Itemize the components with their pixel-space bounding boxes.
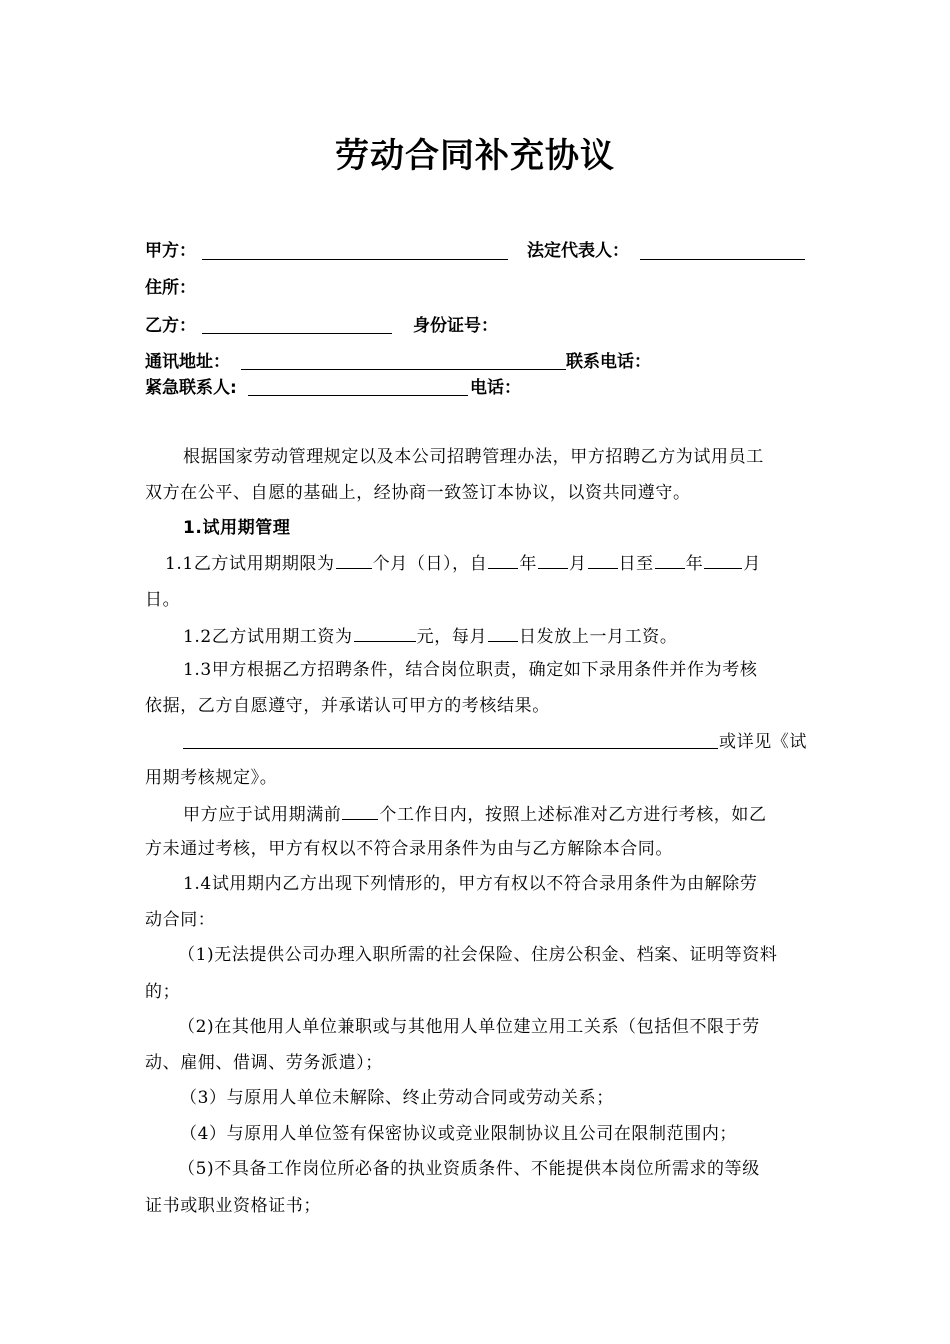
item-2-line-2: 动、雇佣、借调、劳务派遣）；: [145, 1053, 383, 1073]
item-5-line-1: （5)不具备工作岗位所必备的执业资质条件、不能提供本岗位所需求的等级: [178, 1159, 760, 1179]
assessment-text-b: 个工作日内，按照上述标准对乙方进行考核，如乙: [379, 805, 767, 825]
clause-1-2-text-b: 元，每月: [416, 627, 488, 647]
mail-address-label: 通讯地址：: [145, 352, 230, 372]
item-4: （4）与原用人单位签有保密协议或竞业限制协议且公司在限制范围内；: [180, 1124, 738, 1144]
party-b-label: 乙方：: [145, 316, 196, 336]
contact-phone-label: 联系电话：: [566, 352, 651, 372]
phone-label: 电话：: [470, 378, 521, 398]
clause-1-2-text-c: 日发放上一月工资。: [519, 627, 678, 647]
clause-1-1-text-d: 月: [568, 554, 587, 574]
end-month-blank[interactable]: [704, 550, 742, 569]
page-title: 劳动合同补充协议: [335, 136, 615, 176]
clause-1-1-text-a: 1.1乙方试用期期限为: [165, 554, 335, 574]
item-5-line-2: 证书或职业资格证书；: [145, 1196, 321, 1216]
clause-1-3-line-2: 依据，乙方自愿遵守，并承诺认可甲方的考核结果。: [145, 696, 550, 716]
clause-1-3-line-3: 或详见《试: [719, 732, 807, 752]
legal-rep-label: 法定代表人：: [527, 241, 629, 261]
clause-1-1-text-e: 日至: [618, 554, 654, 574]
clause-1-3-line-1: 1.3甲方根据乙方招聘条件，结合岗位职责，确定如下录用条件并作为考核: [183, 660, 758, 680]
party-a-blank[interactable]: [202, 259, 508, 260]
clause-1-1-text-b: 个月（日），自: [372, 554, 488, 574]
clause-1-2-text-a: 1.2乙方试用期工资为: [183, 627, 353, 647]
emergency-contact-blank[interactable]: [248, 395, 468, 396]
clause-1-1-text-f: 年: [685, 554, 704, 574]
start-day-blank[interactable]: [588, 550, 618, 569]
trial-period-months-blank[interactable]: [336, 550, 372, 569]
end-year-blank[interactable]: [655, 550, 685, 569]
clause-1-1-text-g: 月: [743, 554, 761, 574]
pay-day-blank[interactable]: [488, 623, 518, 642]
clause-1-2: [183, 623, 677, 649]
assessment-text-a: 甲方应于试用期满前: [183, 805, 342, 825]
party-b-blank[interactable]: [202, 333, 392, 334]
clause-1-1-line-2: 日。: [145, 590, 181, 610]
intro-line-1: 根据国家劳动管理规定以及本公司招聘管理办法，甲方招聘乙方为试用员工: [183, 447, 764, 467]
legal-rep-blank[interactable]: [640, 259, 805, 260]
emergency-contact-label: 紧急联系人:: [145, 378, 237, 398]
start-year-blank[interactable]: [488, 550, 518, 569]
clause-1-1-line-1: [165, 550, 761, 576]
start-month-blank[interactable]: [538, 550, 568, 569]
hiring-conditions-blank[interactable]: [183, 748, 718, 749]
assessment-line-1: [183, 801, 767, 827]
address-label: 住所：: [145, 278, 196, 298]
clause-1-4-line-2: 动合同：: [145, 910, 216, 930]
assessment-line-2: 方未通过考核，甲方有权以不符合录用条件为由与乙方解除本合同。: [145, 839, 673, 859]
trial-salary-blank[interactable]: [354, 623, 416, 642]
item-3: （3）与原用人单位未解除、终止劳动合同或劳动关系；: [180, 1088, 614, 1108]
clause-1-1-text-c: 年: [519, 554, 537, 574]
assessment-days-blank[interactable]: [342, 801, 378, 820]
mail-address-blank[interactable]: [241, 369, 566, 370]
id-number-label: 身份证号：: [413, 316, 498, 336]
clause-1-4-line-1: 1.4试用期内乙方出现下列情形的，甲方有权以不符合录用条件为由解除劳: [183, 874, 758, 894]
intro-line-2: 双方在公平、自愿的基础上，经协商一致签订本协议，以资共同遵守。: [145, 483, 691, 503]
party-a-label: 甲方：: [145, 241, 196, 261]
item-2-line-1: （2)在其他用人单位兼职或与其他用人单位建立用工关系（包括但不限于劳: [178, 1017, 760, 1037]
clause-1-3-line-4: 用期考核规定》。: [145, 768, 278, 788]
item-1-line-1: （1)无法提供公司办理入职所需的社会保险、住房公积金、档案、证明等资料: [178, 945, 778, 965]
section-1-heading: 1.试用期管理: [183, 518, 291, 538]
item-1-line-2: 的；: [145, 982, 181, 1002]
